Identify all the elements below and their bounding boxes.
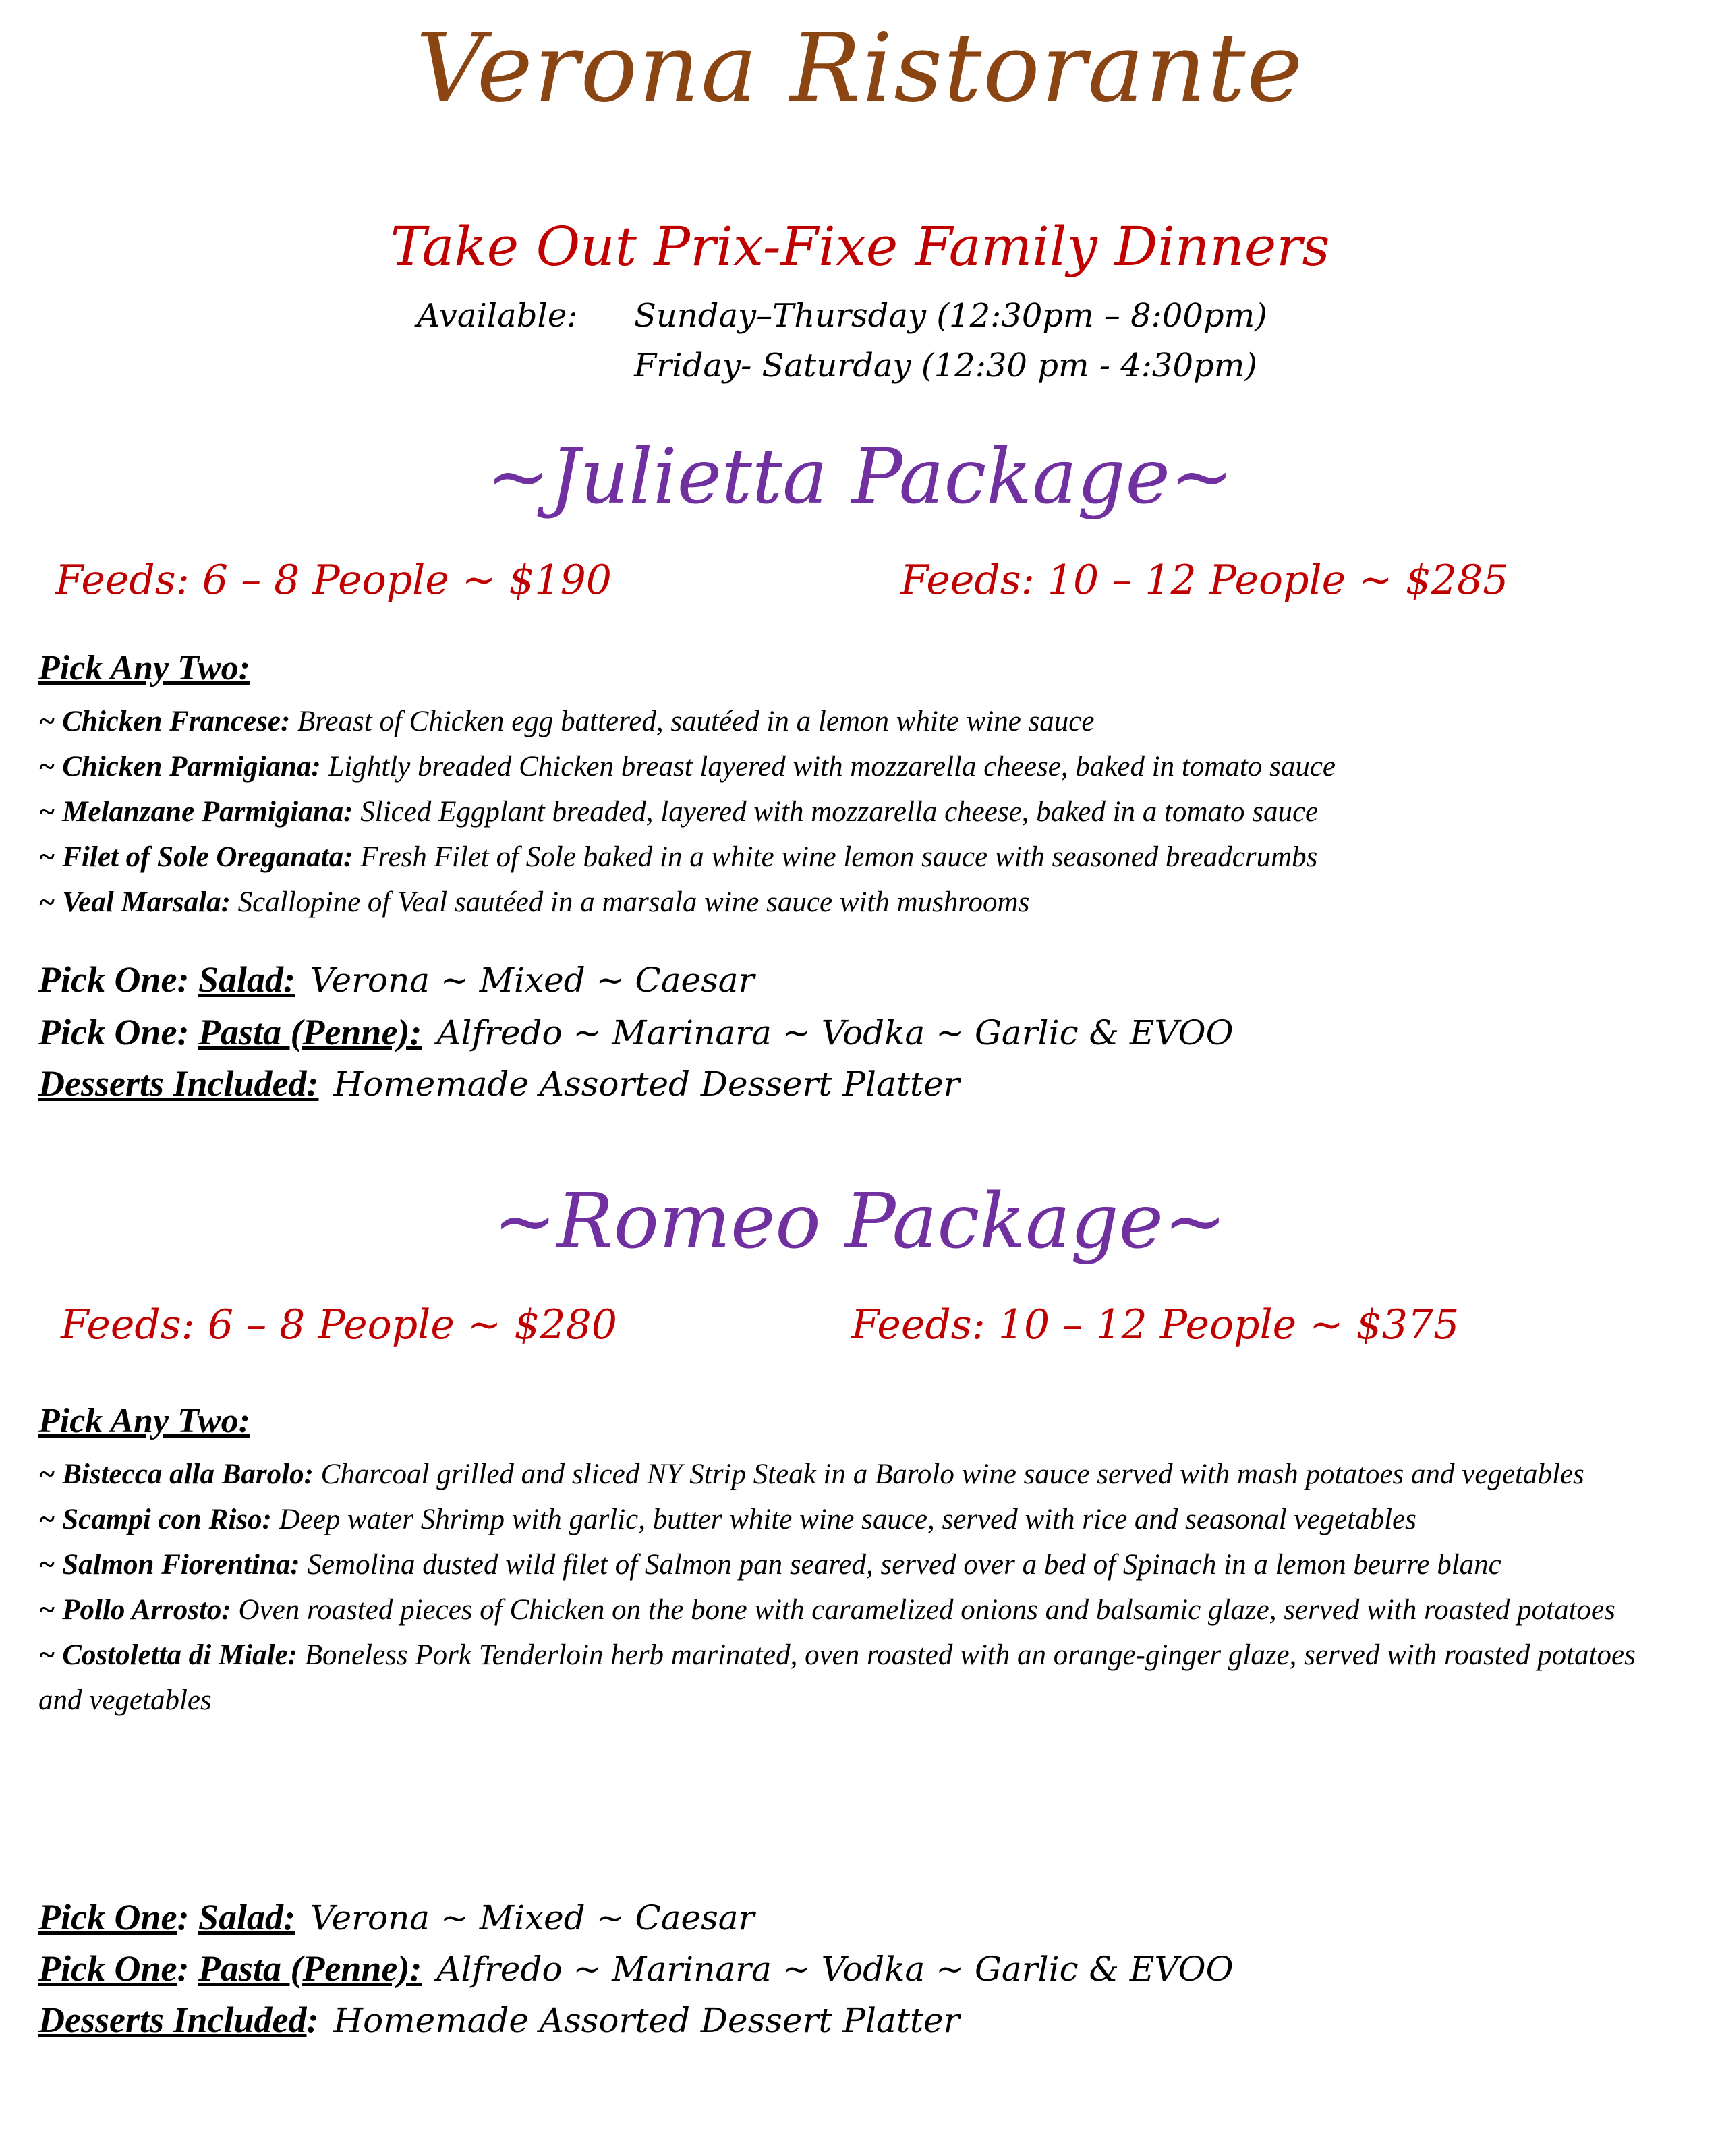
list-item <box>38 834 1684 880</box>
list-item <box>38 744 1684 789</box>
list-item <box>38 880 1684 925</box>
item-name: ~ Filet of Sole Oreganata: <box>38 841 353 873</box>
salad-label: Salad: <box>198 959 295 1000</box>
item-description: Scallopine of Veal sautéed in a marsala wine sauce with mushrooms <box>230 886 1030 918</box>
dessert-value: Homemade Assorted Dessert Platter <box>333 1065 960 1104</box>
list-item <box>38 699 1684 744</box>
julietta-pasta-line <box>38 1011 1234 1054</box>
dessert-label: Desserts Included <box>38 1999 307 2040</box>
menu-subtitle: Take Out Prix-Fixe Family Dinners <box>390 215 1330 278</box>
pick-one-label: Pick One: <box>38 1012 190 1052</box>
romeo-feeds-small: Feeds: 6 – 8 People ~ $280 <box>61 1301 617 1349</box>
list-item <box>38 789 1684 834</box>
item-description: Lightly breaded Chicken breast layered with mozzarella cheese, baked in tomato sauce <box>320 751 1336 783</box>
pasta-options: Alfredo ~ Marinara ~ Vodka ~ Garlic & EVOO <box>436 1950 1234 1989</box>
item-description: Oven roasted pieces of Chicken on the bone with caramelized onions and balsamic glaze, served with roasted potatoes <box>231 1594 1615 1626</box>
pasta-options: Alfredo ~ Marinara ~ Vodka ~ Garlic & EVOO <box>436 1013 1234 1052</box>
restaurant-title: Verona Ristorante <box>415 13 1305 123</box>
item-description: Boneless Pork Tenderloin herb marinated, oven roasted with an orange-ginger glaze, served with roasted potatoes and vegetables <box>38 1639 1636 1716</box>
salad-label: Salad: <box>198 1897 295 1937</box>
julietta-entree-list <box>38 699 1684 925</box>
list-item <box>38 1452 1684 1497</box>
julietta-feeds-small: Feeds: 6 – 8 People ~ $190 <box>55 557 612 604</box>
hours-weekday: Sunday–Thursday (12:30pm – 8:00pm) <box>634 297 1267 335</box>
salad-options: Verona ~ Mixed ~ Caesar <box>310 961 755 1000</box>
item-name: ~ Salmon Fiorentina: <box>38 1549 300 1581</box>
available-label: Available: <box>417 297 578 335</box>
list-item <box>38 1587 1684 1633</box>
item-name: ~ Pollo Arrosto: <box>38 1594 231 1626</box>
dessert-label: Desserts Included: <box>38 1063 319 1104</box>
pick-one-label: Pick One: <box>38 959 190 1000</box>
julietta-pick-any-two: Pick Any Two: <box>38 649 250 687</box>
list-item <box>38 1542 1684 1587</box>
pick-one-label: Pick One <box>38 1897 177 1937</box>
julietta-salad-line <box>38 958 754 1002</box>
pasta-label: Pasta (Penne): <box>198 1948 422 1989</box>
romeo-salad-line: Pick One: Salad: Verona ~ Mixed ~ Caesar <box>38 1897 755 1937</box>
julietta-package-title: ~Julietta Package~ <box>486 433 1234 521</box>
pasta-label: Pasta (Penne): <box>198 1012 422 1052</box>
romeo-package-title: ~Romeo Package~ <box>493 1178 1227 1266</box>
item-name: ~ Veal Marsala: <box>38 886 231 918</box>
list-item <box>38 1497 1684 1542</box>
item-name: ~ Scampi con Riso: <box>38 1504 272 1535</box>
item-name: ~ Melanzane Parmigiana: <box>38 796 353 828</box>
item-description: Semolina dusted wild filet of Salmon pan seared, served over a bed of Spinach in a lemon beurre blanc <box>299 1549 1501 1581</box>
dessert-value: Homemade Assorted Dessert Platter <box>333 2001 960 2040</box>
romeo-pasta-line: Pick One: Pasta (Penne): Alfredo ~ Marinara ~ Vodka ~ Garlic & EVOO <box>38 1948 1234 1989</box>
pick-one-label: Pick One <box>38 1948 177 1989</box>
romeo-entree-list <box>38 1452 1684 1723</box>
julietta-feeds-large: Feeds: 10 – 12 People ~ $285 <box>900 557 1509 604</box>
hours-weekend: Friday- Saturday (12:30 pm - 4:30pm) <box>634 347 1257 385</box>
item-name: ~ Bistecca alla Barolo: <box>38 1458 314 1490</box>
romeo-dessert-line: Desserts Included: Homemade Assorted Dessert Platter <box>38 1999 960 2040</box>
item-description: Deep water Shrimp with garlic, butter white wine sauce, served with rice and seasonal vegetables <box>271 1504 1416 1535</box>
romeo-feeds-large: Feeds: 10 – 12 People ~ $375 <box>851 1301 1460 1349</box>
item-name: ~ Costoletta di Miale: <box>38 1639 298 1671</box>
item-description: Sliced Eggplant breaded, layered with mozzarella cheese, baked in a tomato sauce <box>353 796 1319 828</box>
item-description: Fresh Filet of Sole baked in a white wine lemon sauce with seasoned breadcrumbs <box>353 841 1318 873</box>
item-name: ~ Chicken Francese: <box>38 706 291 737</box>
list-item <box>38 1633 1684 1723</box>
romeo-pick-any-two: Pick Any Two: <box>38 1402 250 1440</box>
item-description: Charcoal grilled and sliced NY Strip Steak in a Barolo wine sauce served with mash potatoes and vegetables <box>313 1458 1584 1490</box>
item-name: ~ Chicken Parmigiana: <box>38 751 321 783</box>
item-description: Breast of Chicken egg battered, sautéed in a lemon white wine sauce <box>290 706 1095 737</box>
julietta-dessert-line <box>38 1062 960 1106</box>
salad-options: Verona ~ Mixed ~ Caesar <box>310 1898 755 1937</box>
